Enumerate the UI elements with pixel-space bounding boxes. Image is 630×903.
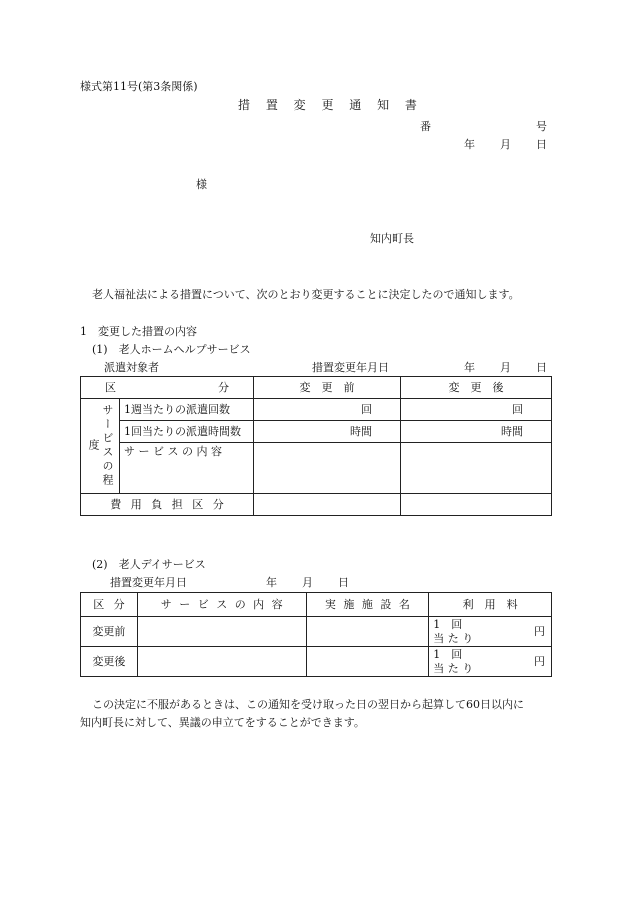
service-content-after: [401, 443, 552, 494]
cost-burden-before: [254, 494, 401, 516]
dayservice-facility-after: [306, 647, 429, 677]
dayservice-header-fee: 利 用 料: [429, 593, 552, 617]
dayservice-service-after: [137, 647, 306, 677]
date-day: 日: [536, 138, 547, 151]
addressee-honorific: 様: [196, 178, 207, 191]
change-date-month: 月: [500, 361, 511, 374]
service-content-before: [254, 443, 401, 494]
dayservice-date-day: 日: [338, 576, 349, 589]
form-number: 様式第11号(第3条関係): [80, 80, 198, 93]
appeal-notice-line2: 知内町長に対して、異議の申立てをすることができます。: [80, 716, 365, 729]
row-cost-burden: 費 用 負 担 区 分: [81, 494, 254, 516]
section1-sub1: (1) 老人ホームヘルプサービス: [92, 343, 251, 356]
dayservice-fee-before: 1 回 当 た り 円: [429, 617, 552, 647]
number-label: 番: [420, 120, 431, 133]
number-suffix: 号: [536, 120, 547, 133]
dayservice-header-facility: 実 施 施 設 名: [306, 593, 429, 617]
visits-after-unit: 回: [401, 399, 552, 421]
hours-after-unit: 時間: [401, 421, 552, 443]
header-before: 変 更 前: [254, 377, 401, 399]
target-person-label: 派遣対象者: [104, 361, 159, 374]
notice-body: 老人福祉法による措置について、次のとおり変更することに決定したので通知します。: [92, 288, 520, 301]
change-date-year: 年: [464, 361, 475, 374]
date-year: 年: [464, 138, 475, 151]
appeal-notice-line1: この決定に不服があるときは、この通知を受け取った日の翌日から起算して60日以内に: [92, 698, 524, 711]
dayservice-header-service: サ ー ビ ス の 内 容: [137, 593, 306, 617]
change-date-day: 日: [536, 361, 547, 374]
dayservice-row-after: 変更後: [81, 647, 138, 677]
dayservice-fee-after: 1 回 当 た り 円: [429, 647, 552, 677]
dayservice-row-before: 変更前: [81, 617, 138, 647]
row-service-content: サ ー ビ ス の 内 容: [120, 443, 254, 494]
hours-before-unit: 時間: [254, 421, 401, 443]
row-visits-per-week: 1週当たりの派遣回数: [120, 399, 254, 421]
dayservice-date-year: 年: [266, 576, 277, 589]
dayservice-date-month: 月: [302, 576, 313, 589]
dayservice-header-kubun: 区 分: [81, 593, 138, 617]
section1-heading: 1 変更した措置の内容: [80, 325, 197, 338]
document-title: 措 置 変 更 通 知 書: [238, 98, 423, 112]
header-kubun: 区 分: [81, 377, 254, 399]
service-level-label: サービスの程度: [81, 399, 120, 494]
change-date-label: 措置変更年月日: [312, 361, 389, 374]
row-hours-per-visit: 1回当たりの派遣時間数: [120, 421, 254, 443]
date-month: 月: [500, 138, 511, 151]
header-after: 変 更 後: [401, 377, 552, 399]
dayservice-facility-before: [306, 617, 429, 647]
issuer: 知内町長: [370, 232, 414, 245]
cost-burden-after: [401, 494, 552, 516]
dayservice-service-before: [137, 617, 306, 647]
dayservice-table: [80, 592, 552, 677]
homehelp-table: [80, 376, 552, 516]
section1-sub2: (2) 老人デイサービス: [92, 558, 206, 571]
dayservice-date-label: 措置変更年月日: [110, 576, 187, 589]
visits-before-unit: 回: [254, 399, 401, 421]
